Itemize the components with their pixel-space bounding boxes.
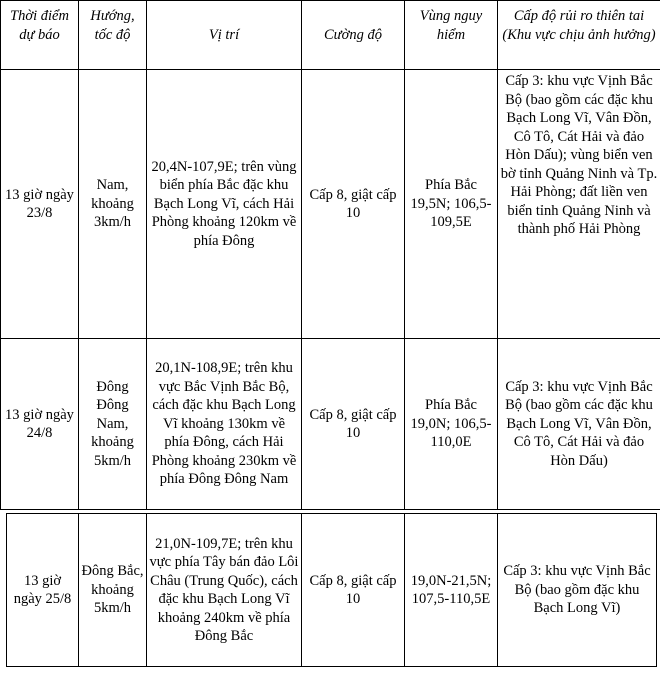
cell-danger-zone: 19,0N-21,5N; 107,5-110,5E — [405, 514, 498, 667]
header-intensity: Cường độ — [302, 1, 405, 70]
forecast-table-continued — [6, 513, 657, 667]
header-position: Vị trí — [147, 1, 302, 70]
cell-direction: Đông Bắc, khoảng 5km/h — [79, 514, 147, 667]
header-risk: Cấp độ rủi ro thiên tai (Khu vực chịu ảnh hưởng) — [498, 1, 660, 70]
cell-position: 21,0N-109,7E; trên khu vực phía Tây bán đảo Lôi Châu (Trung Quốc), cách đặc khu Bạch Long Vĩ khoảng 240km về phía Đông Bắc — [147, 514, 302, 667]
cell-position: 20,1N-108,9E; trên khu vực Bắc Vịnh Bắc Bộ, cách đặc khu Bạch Long Vĩ khoảng 130km về phía Đông, cách Hải Phòng khoảng 230km về phía Đông Đông Nam — [147, 339, 302, 510]
header-time: Thời điểm dự báo — [1, 1, 79, 70]
cell-danger-zone: Phía Bắc 19,0N; 106,5-110,0E — [405, 339, 498, 510]
cell-time: 13 giờ ngày 25/8 — [7, 514, 79, 667]
cell-intensity: Cấp 8, giật cấp 10 — [302, 70, 405, 339]
cell-risk: Cấp 3: khu vực Vịnh Bắc Bộ (bao gồm các đặc khu Bạch Long Vĩ, Vân Đồn, Cô Tô, Cát Hải và đảo Hòn Dấu); vùng biển ven bờ tỉnh Quảng Ninh và Tp. Hải Phòng; đất liền ven biển tỉnh Quảng Ninh và thành phố Hải Phòng — [498, 70, 660, 339]
header-danger-zone: Vùng nguy hiểm — [405, 1, 498, 70]
table-header-row — [1, 1, 660, 70]
cell-risk: Cấp 3: khu vực Vịnh Bắc Bộ (bao gồm các đặc khu Bạch Long Vĩ, Vân Đồn, Cô Tô, Cát Hải và đảo Hòn Dấu) — [498, 339, 660, 510]
cell-danger-zone: Phía Bắc 19,5N; 106,5-109,5E — [405, 70, 498, 339]
cell-intensity: Cấp 8, giật cấp 10 — [302, 514, 405, 667]
cell-direction: Nam, khoảng 3km/h — [79, 70, 147, 339]
header-direction: Hướng, tốc độ — [79, 1, 147, 70]
table-row — [1, 339, 660, 510]
cell-risk: Cấp 3: khu vực Vịnh Bắc Bộ (bao gồm đặc khu Bạch Long Vĩ) — [498, 514, 657, 667]
cell-intensity: Cấp 8, giật cấp 10 — [302, 339, 405, 510]
cell-time: 13 giờ ngày 23/8 — [1, 70, 79, 339]
table-row — [7, 514, 657, 667]
cell-time: 13 giờ ngày 24/8 — [1, 339, 79, 510]
table-row — [1, 70, 660, 339]
cell-position: 20,4N-107,9E; trên vùng biển phía Bắc đặc khu Bạch Long Vĩ, cách Hải Phòng khoảng 120km về phía Đông — [147, 70, 302, 339]
cell-direction: Đông Đông Nam, khoảng 5km/h — [79, 339, 147, 510]
